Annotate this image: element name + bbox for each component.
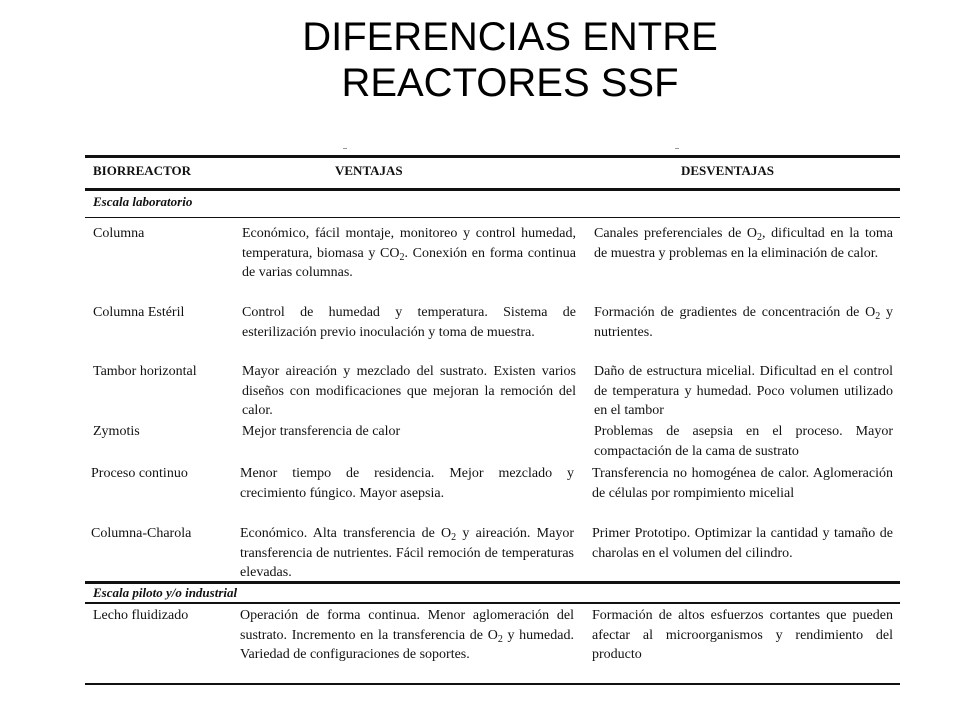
row-dis-zymotis: Problemas de asepsia en el proceso. Mayor compactación de la cama de sustrato [594, 424, 893, 459]
row-adv-lecho-fluidizado: Operación de forma continua. Menor aglomeración del sustrato. Incremento en la transferencia de $O_2$ y humedad. Variedad de configuraciones de soportes. [240, 608, 574, 663]
row-name-zymotis: Zymotis [93, 424, 140, 439]
section-escala-piloto: Escala piloto y/o industrial [93, 585, 238, 600]
section-rule [85, 217, 900, 218]
row-dis-tambor-horizontal: Daño de estructura micelial. Dificultad en el control de temperatura y humedad. Poco volumen utilizado en el tambor [594, 364, 893, 419]
row-name-lecho-fluidizado: Lecho fluidizado [93, 608, 189, 623]
section-rule [85, 602, 900, 604]
row-dis-columna: Canales preferenciales de $O_2$, dificultad en la toma de muestra y problemas en la eliminación de calor. [594, 226, 893, 261]
section-divider-rule [85, 581, 900, 584]
row-dis-columna-esteril: Formación de gradientes de concentración de $O_2$ y nutrientes. [594, 305, 894, 340]
scan-mark [675, 148, 679, 152]
row-name-columna: Columna [93, 226, 145, 241]
row-name-columna-charola: Columna-Charola [91, 526, 192, 541]
section-escala-laboratorio: Escala laboratorio [93, 194, 193, 209]
table-top-rule [85, 155, 900, 158]
header-biorreactor: BIORREACTOR [93, 163, 192, 178]
row-adv-columna: Económico, fácil montaje, monitoreo y control humedad, temperatura, biomasa y $CO_2$. Conexión en forma continua de varias columnas. [242, 226, 577, 281]
header-ventajas: VENTAJAS [335, 163, 403, 178]
scan-mark [343, 148, 347, 152]
row-dis-proceso-continuo: Transferencia no homogénea de calor. Aglomeración de células por rompimiento micelial [592, 466, 893, 501]
row-name-proceso-continuo: Proceso continuo [91, 466, 188, 481]
row-dis-lecho-fluidizado: Formación de altos esfuerzos cortantes que pueden afectar al microorganismos y rendimiento del producto [592, 608, 893, 663]
row-adv-columna-esteril: Control de humedad y temperatura. Sistema de esterilización previo inoculación y toma de muestra. [242, 305, 576, 340]
title-line-2: REACTORES SSF [341, 61, 679, 105]
header-desventajas: DESVENTAJAS [681, 163, 774, 178]
row-adv-zymotis: Mejor transferencia de calor [242, 424, 401, 439]
header-bottom-rule [85, 188, 900, 191]
row-adv-tambor-horizontal: Mayor aireación y mezclado del sustrato. Existen varios diseños con modificaciones que mejoran la remoción del calor. [242, 364, 576, 419]
row-name-columna-esteril: Columna Estéril [93, 305, 185, 320]
title-line-1: DIFERENCIAS ENTRE [302, 15, 718, 59]
row-name-tambor-horizontal: Tambor horizontal [93, 364, 197, 379]
table-bottom-rule [85, 683, 900, 685]
comparison-table [85, 148, 900, 688]
row-dis-columna-charola: Primer Prototipo. Optimizar la cantidad y tamaño de charolas en el volumen del cilindro. [592, 526, 893, 561]
slide-title [0, 14, 960, 106]
row-adv-columna-charola: Económico. Alta transferencia de $O_2$ y aireación. Mayor transferencia de nutrientes. Fácil remoción de temperaturas elevadas. [240, 526, 574, 581]
row-adv-proceso-continuo: Menor tiempo de residencia. Mejor mezclado y crecimiento fúngico. Mayor asepsia. [240, 466, 574, 501]
